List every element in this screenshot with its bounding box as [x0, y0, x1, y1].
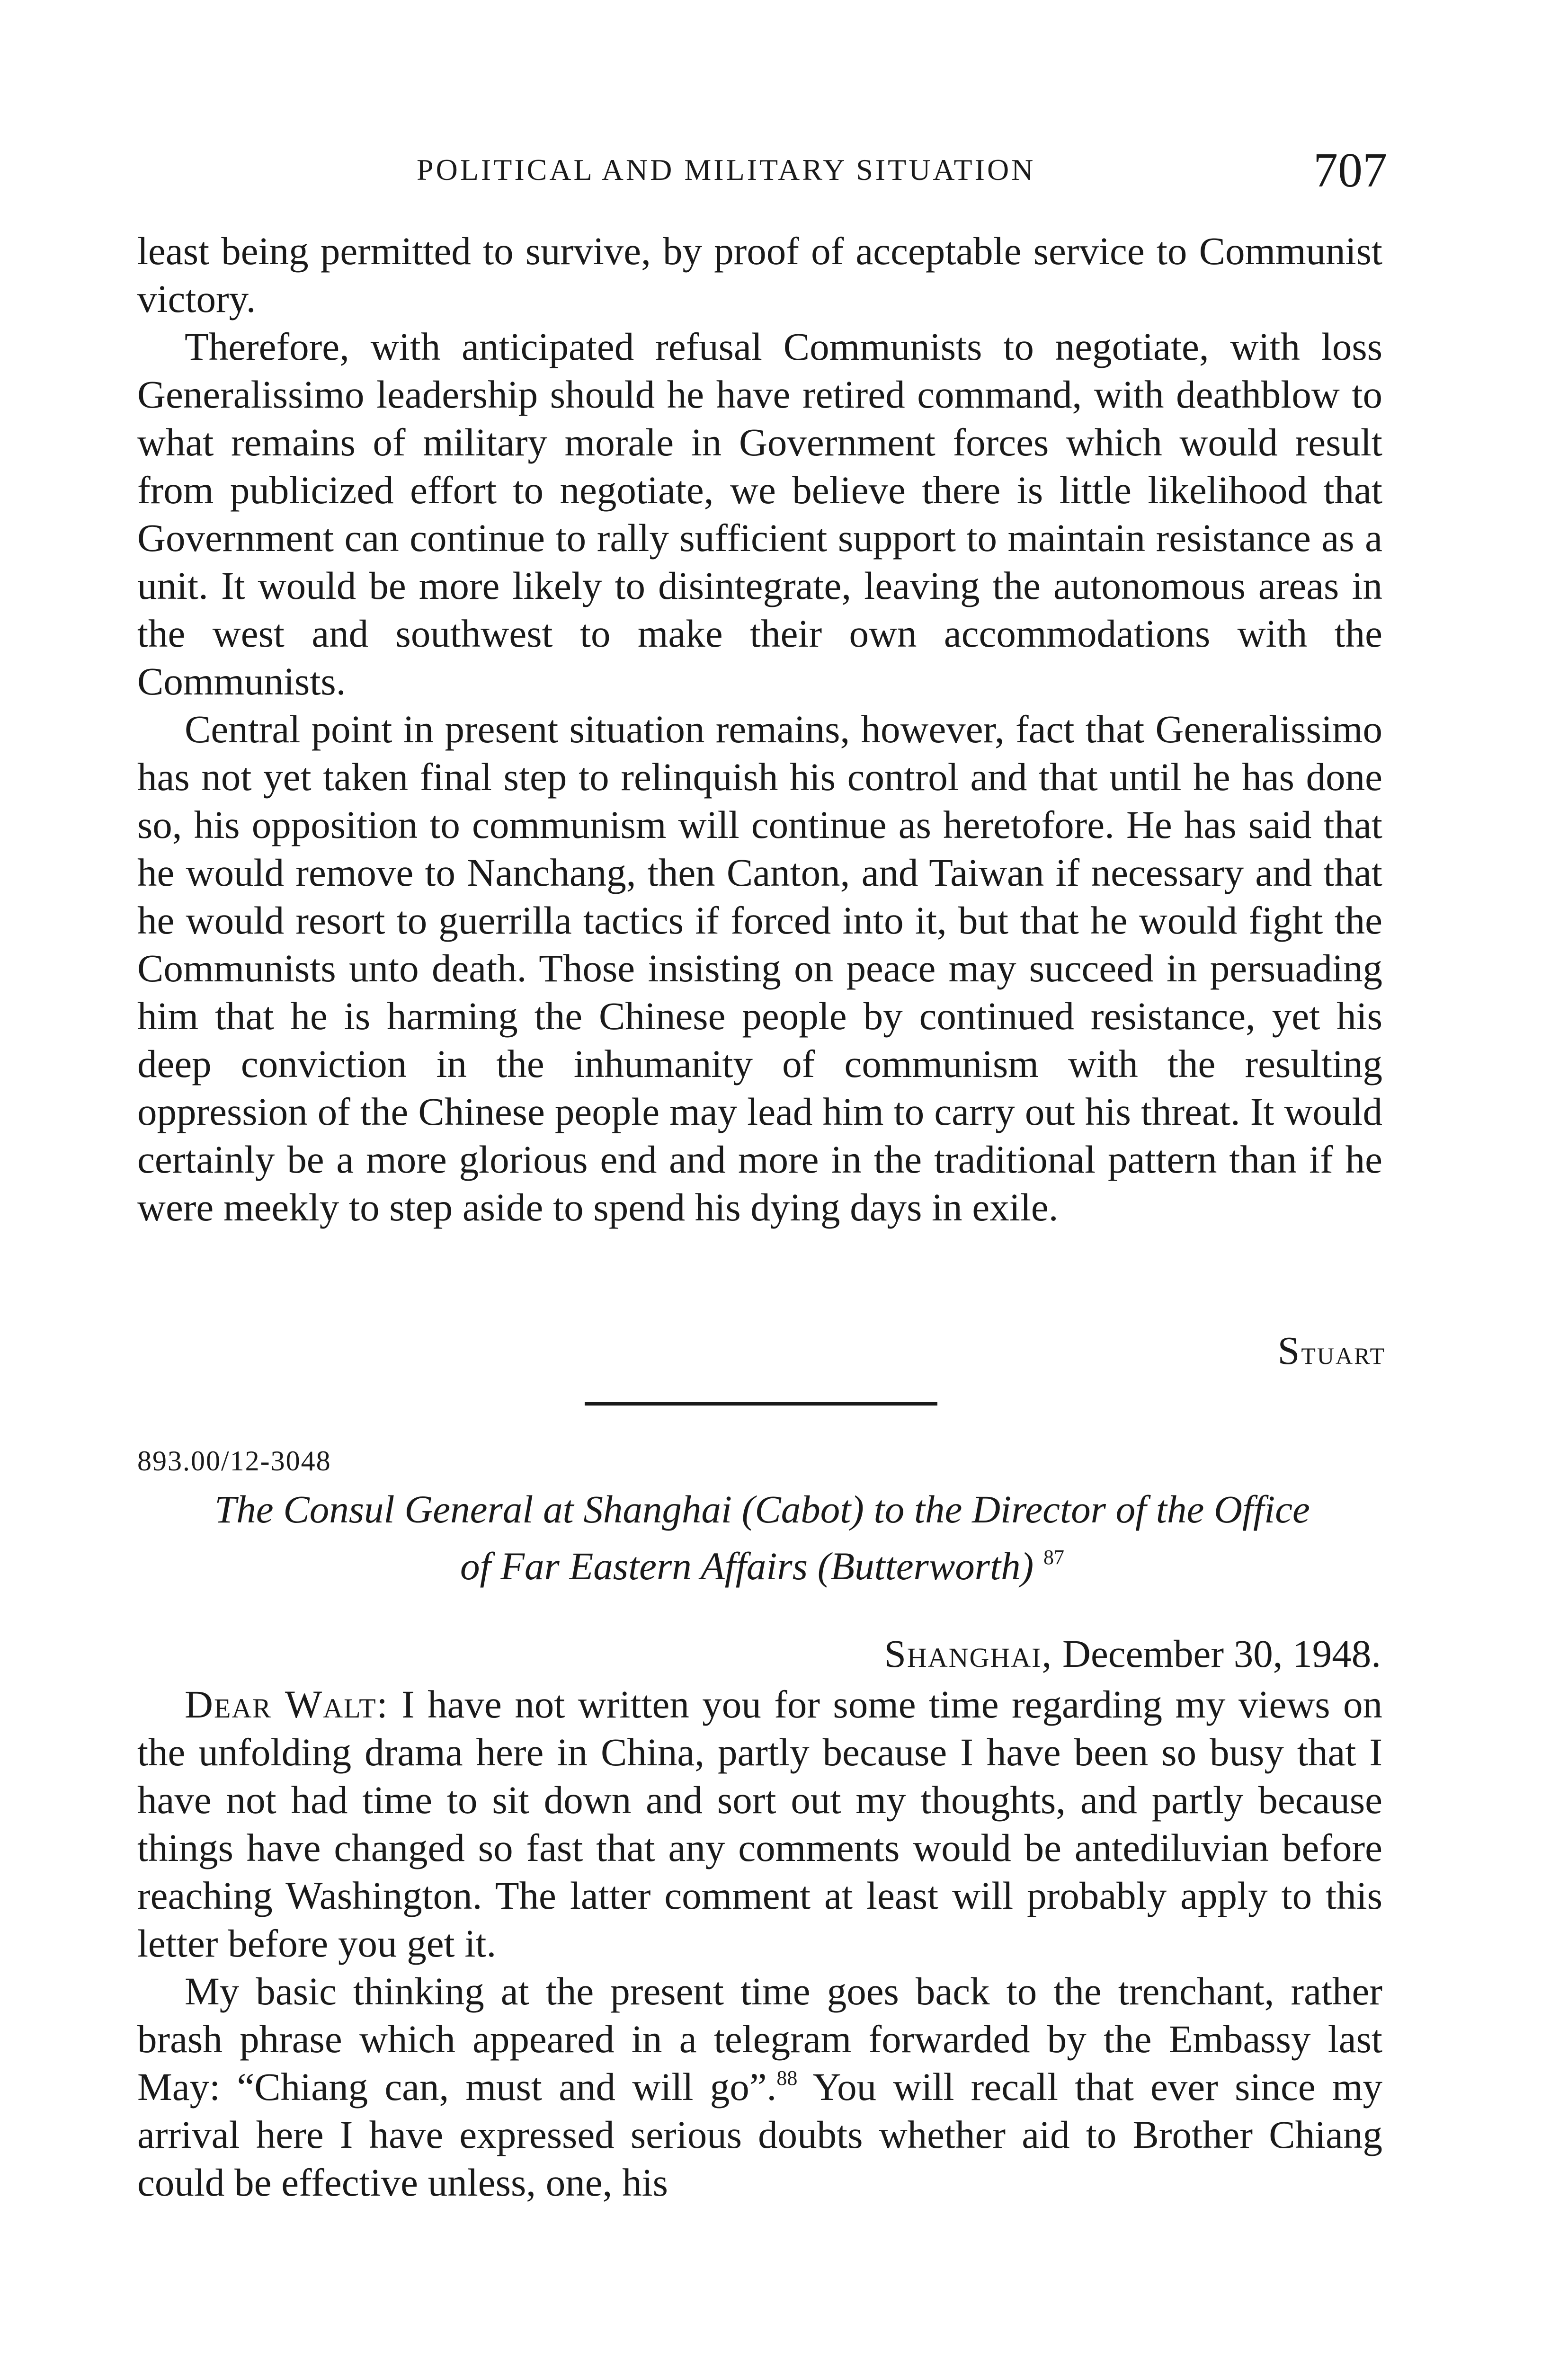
dateline-place: Shanghai,: [884, 1632, 1053, 1675]
section-divider: [585, 1402, 937, 1406]
running-head: POLITICAL AND MILITARY SITUATION: [417, 153, 1036, 187]
paragraph: least being permitted to survive, by proof of acceptable service to Communist victory.: [137, 229, 1382, 320]
document-title: [137, 1486, 1387, 1590]
paragraph: Central point in present situation remains, however, fact that Generalissimo has not yet taken final step to relinquish his control and that until he has done so, his opposition to communism will continue as heretofore. He has said that he would remove to Nanchang, then Canton, and Taiwan if necessary and that he would resort to guerrilla tactics if forced into it, but that he would fight the Communists unto death. Those insisting on peace may succeed in persuading him that he is harming the Chinese people by continued resistance, yet his deep conviction in the inhumanity of communism with the resulting oppression of the Chinese people may lead him to carry out his threat. It would certainly be a more glorious end and more in the traditional pattern than if he were meekly to step aside to spend his dying days in exile.: [137, 707, 1382, 1229]
salutation: Dear Walt:: [185, 1682, 389, 1726]
dateline: [884, 1631, 1381, 1676]
footnote-ref: 88: [776, 2066, 798, 2090]
paragraph: Therefore, with anticipated refusal Communists to negotiate, with loss Generalissimo leadership should he have retired command, with deathblow to what remains of military morale in Government forces which would result from publicized effort to negotiate, we believe there is little likelihood that Government can continue to rally sufficient support to maintain resistance as a unit. It would be more likely to disintegrate, leaving the autonomous areas in the west and southwest to make their own accommodations with the Communists.: [137, 325, 1382, 703]
paragraph: [137, 1681, 1382, 1967]
title-line-1: The Consul General at Shanghai (Cabot) to the Director of the Office: [214, 1487, 1310, 1531]
paragraph-text: My basic thinking at the present time goes back to the trenchant, rather brash phrase which appeared in a telegram forwarded by the Embassy last May: “Chiang can, must and will go”.: [137, 1969, 1382, 2109]
paragraph-text: I have not written you for some time regarding my views on the unfolding drama here in China, partly because I have been so busy that I have not had time to sit down and sort out my thoughts, and partly because things have changed so fast that any comments would be antediluvian before reaching Washington. The latter comment at least will probably apply to this letter before you get it.: [137, 1682, 1382, 1965]
footnote-ref: 87: [1043, 1546, 1064, 1569]
page-header: [137, 142, 1387, 199]
dateline-date: December 30, 1948.: [1052, 1632, 1381, 1675]
telegram-body: [137, 227, 1382, 1231]
letter-body: [137, 1681, 1382, 2207]
page-number: 707: [1313, 143, 1387, 197]
file-number: 893.00/12-3048: [137, 1445, 331, 1477]
signature: Stuart: [1277, 1329, 1386, 1373]
paragraph: [137, 1967, 1382, 2207]
paragraph-text: You will recall that ever since my arrival here I have expressed serious doubts whether aid to Brother Chiang could be effective unless, one, his: [137, 2065, 1383, 2204]
title-line-2: of Far Eastern Affairs (Butterworth): [460, 1544, 1034, 1588]
